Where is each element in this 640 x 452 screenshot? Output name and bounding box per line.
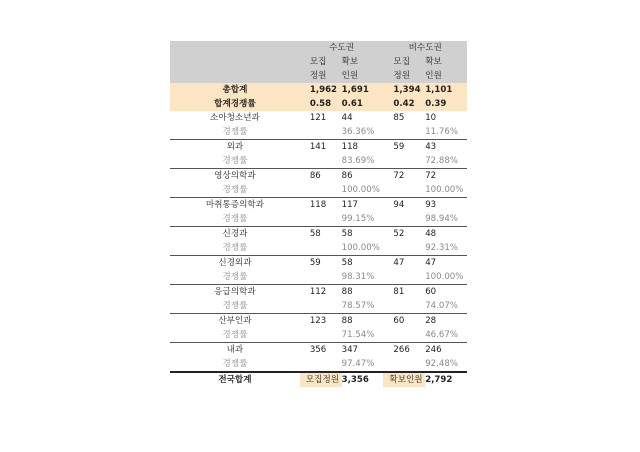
noncapital-rate: 72.88% <box>425 154 467 169</box>
total-capital-quota-rate: 0.58 <box>300 97 342 111</box>
noncapital-quota: 52 <box>393 229 405 239</box>
noncapital-secured: 48 <box>425 229 437 239</box>
noncapital-quota: 81 <box>393 287 405 297</box>
noncapital-secured: 43 <box>425 142 437 152</box>
department-name: 신경과 <box>222 229 248 239</box>
noncapital-rate: 100.00% <box>425 270 467 285</box>
capital-secured: 44 <box>341 113 353 123</box>
department-row <box>170 227 467 242</box>
department-name: 외과 <box>226 142 244 152</box>
rate-label: 경쟁률 <box>170 241 300 256</box>
noncapital-rate: 98.94% <box>425 212 467 227</box>
department-row <box>170 256 467 271</box>
noncapital-quota: 47 <box>393 258 405 268</box>
total-noncapital-quota: 1,394 <box>383 83 425 97</box>
capital-secured: 347 <box>341 345 359 355</box>
total-noncapital-quota-rate: 0.42 <box>383 97 425 111</box>
noncapital-secured: 72 <box>425 171 437 181</box>
header-secured-top: 확보 <box>425 55 467 69</box>
department-row <box>170 285 467 300</box>
department-name: 내과 <box>226 345 244 355</box>
totals-rate-label: 합계경쟁률 <box>170 97 300 111</box>
rate-label: 경쟁률 <box>170 183 300 198</box>
noncapital-quota: 266 <box>393 345 410 355</box>
capital-rate: 36.36% <box>342 125 384 140</box>
noncapital-rate: 100.00% <box>425 183 467 198</box>
header-quota-bot: 정원 <box>300 69 342 83</box>
capital-secured: 88 <box>341 316 353 326</box>
noncapital-rate: 11.76% <box>425 125 467 140</box>
department-rate-row <box>170 212 467 227</box>
rate-label: 경쟁률 <box>170 270 300 285</box>
department-row <box>170 198 467 213</box>
capital-quota: 141 <box>309 142 327 152</box>
noncapital-quota: 60 <box>393 316 405 326</box>
department-row <box>170 343 467 358</box>
capital-quota: 58 <box>309 229 321 239</box>
noncapital-secured: 246 <box>425 345 442 355</box>
rate-label: 경쟁률 <box>170 328 300 343</box>
department-row <box>170 314 467 329</box>
noncapital-secured: 93 <box>425 200 437 210</box>
header-noncapital: 비수도권 <box>383 41 467 55</box>
capital-quota: 123 <box>309 316 327 326</box>
department-rate-row <box>170 125 467 140</box>
department-rate-row <box>170 299 467 314</box>
header-quota-top: 모집 <box>300 55 342 69</box>
department-name: 영상의학과 <box>214 171 256 181</box>
header-secured-top: 확보 <box>342 55 384 69</box>
grand-total-label: 전국합계 <box>170 372 300 387</box>
capital-quota: 59 <box>309 258 321 268</box>
capital-secured: 118 <box>341 142 359 152</box>
header-top-row <box>170 55 467 69</box>
department-rate-row <box>170 270 467 285</box>
totals-rate-row <box>170 97 467 111</box>
department-rate-row <box>170 183 467 198</box>
quota-badge: 모집정원 <box>300 373 342 387</box>
totals-row <box>170 83 467 97</box>
total-capital-secured: 1,691 <box>342 83 384 97</box>
department-rate-row <box>170 154 467 169</box>
department-row <box>170 169 467 184</box>
capital-quota: 121 <box>309 113 327 123</box>
capital-secured: 58 <box>341 258 353 268</box>
capital-quota: 86 <box>309 171 321 181</box>
capital-rate: 97.47% <box>342 357 384 372</box>
header-quota-top: 모집 <box>383 55 425 69</box>
noncapital-secured: 28 <box>425 316 437 326</box>
noncapital-secured: 60 <box>425 287 437 297</box>
rate-label: 경쟁률 <box>170 357 300 372</box>
header-group-row <box>170 41 467 55</box>
department-name: 산부인과 <box>218 316 252 326</box>
noncapital-secured: 47 <box>425 258 437 268</box>
capital-rate: 100.00% <box>342 241 384 256</box>
department-name: 응급의학과 <box>214 287 256 297</box>
header-secured-bot: 인원 <box>425 69 467 83</box>
department-name: 신경외과 <box>218 258 252 268</box>
capital-rate: 78.57% <box>342 299 384 314</box>
noncapital-rate: 46.67% <box>425 328 467 343</box>
capital-secured: 58 <box>341 229 353 239</box>
noncapital-rate: 74.07% <box>425 299 467 314</box>
department-rate-row <box>170 328 467 343</box>
department-row <box>170 140 467 155</box>
rate-label: 경쟁률 <box>170 125 300 140</box>
totals-label: 총합계 <box>170 83 300 97</box>
capital-rate: 100.00% <box>342 183 384 198</box>
rate-label: 경쟁률 <box>170 154 300 169</box>
department-rate-row <box>170 357 467 372</box>
grand-total-quota: 3,356 <box>342 372 384 387</box>
department-name: 마취통증의학과 <box>205 200 264 210</box>
department-rate-row <box>170 241 467 256</box>
capital-rate: 71.54% <box>342 328 384 343</box>
department-name: 소아청소년과 <box>210 113 260 123</box>
noncapital-quota: 72 <box>393 171 405 181</box>
capital-quota: 356 <box>309 345 327 355</box>
capital-quota: 118 <box>309 200 327 210</box>
header-secured-bot: 인원 <box>342 69 384 83</box>
total-noncapital-secured-rate: 0.39 <box>425 97 467 111</box>
department-row <box>170 111 467 125</box>
noncapital-rate: 92.31% <box>425 241 467 256</box>
total-capital-secured-rate: 0.61 <box>342 97 384 111</box>
noncapital-quota: 85 <box>393 113 405 123</box>
capital-secured: 88 <box>341 287 353 297</box>
capital-rate: 83.69% <box>342 154 384 169</box>
total-noncapital-secured: 1,101 <box>425 83 467 97</box>
noncapital-quota: 94 <box>393 200 405 210</box>
total-capital-quota: 1,962 <box>300 83 342 97</box>
header-quota-bot: 정원 <box>383 69 425 83</box>
capital-rate: 99.15% <box>342 212 384 227</box>
secured-badge: 확보인원 <box>383 373 425 387</box>
capital-secured: 86 <box>341 171 353 181</box>
noncapital-secured: 10 <box>425 113 437 123</box>
rate-label: 경쟁률 <box>170 212 300 227</box>
rate-label: 경쟁률 <box>170 299 300 314</box>
header-bottom-row <box>170 69 467 83</box>
capital-rate: 98.31% <box>342 270 384 285</box>
header-capital: 수도권 <box>300 41 384 55</box>
grand-total-secured: 2,792 <box>425 372 467 387</box>
capital-quota: 112 <box>309 287 327 297</box>
grand-total-row <box>170 372 467 387</box>
capital-secured: 117 <box>341 200 359 210</box>
noncapital-quota: 59 <box>393 142 405 152</box>
residency-table <box>170 41 467 387</box>
noncapital-rate: 92.48% <box>425 357 467 372</box>
